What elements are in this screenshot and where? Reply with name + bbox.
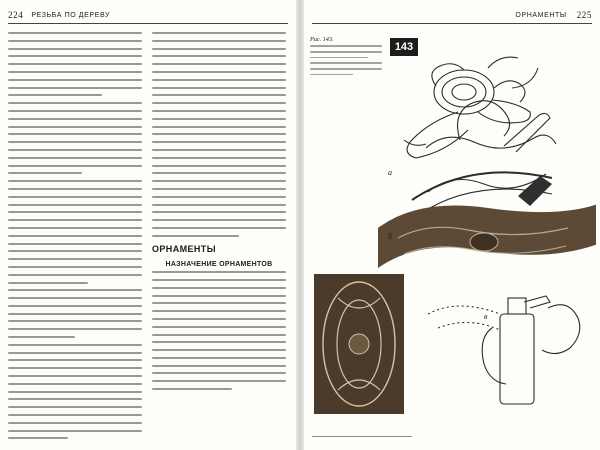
vertical-ornament-panel xyxy=(314,274,404,414)
subsection-heading: НАЗНАЧЕНИЕ ОРНАМЕНТОВ xyxy=(165,260,273,268)
body-text-block xyxy=(152,271,286,390)
body-text-block xyxy=(8,180,142,283)
section-heading: ОРНАМЕНТЫ xyxy=(152,243,216,254)
printer-footer xyxy=(312,434,412,442)
book-gutter xyxy=(296,0,304,450)
left-header-rule xyxy=(8,23,288,24)
right-page xyxy=(304,0,600,450)
left-page xyxy=(0,0,296,450)
body-text-block xyxy=(8,289,142,338)
spray-bottle-illustration xyxy=(428,296,580,404)
caption-title: Рис. 143. xyxy=(310,36,334,43)
panel-a-illustration xyxy=(404,57,538,158)
right-running-title: ОРНАМЕНТЫ xyxy=(515,11,567,19)
left-column-1 xyxy=(8,30,142,445)
panel-label-c: в xyxy=(484,312,488,321)
right-header-rule xyxy=(312,23,592,24)
panel-label-a: а xyxy=(388,168,392,177)
left-page-number: 224 xyxy=(8,10,24,20)
body-text-block xyxy=(8,344,142,440)
figure-number-badge: 143 xyxy=(390,38,418,56)
figure-illustration xyxy=(308,28,596,420)
body-text-block xyxy=(8,32,142,96)
left-running-title: РЕЗЬБА ПО ДЕРЕВУ xyxy=(31,11,111,19)
body-text-block xyxy=(152,32,286,237)
panel-label-b: б xyxy=(388,232,393,241)
left-column-2 xyxy=(152,30,286,396)
left-running-header xyxy=(8,8,110,22)
right-page-number: 225 xyxy=(576,10,592,20)
right-running-header xyxy=(515,8,592,22)
body-text-block xyxy=(8,102,142,174)
footer-text xyxy=(312,436,412,438)
